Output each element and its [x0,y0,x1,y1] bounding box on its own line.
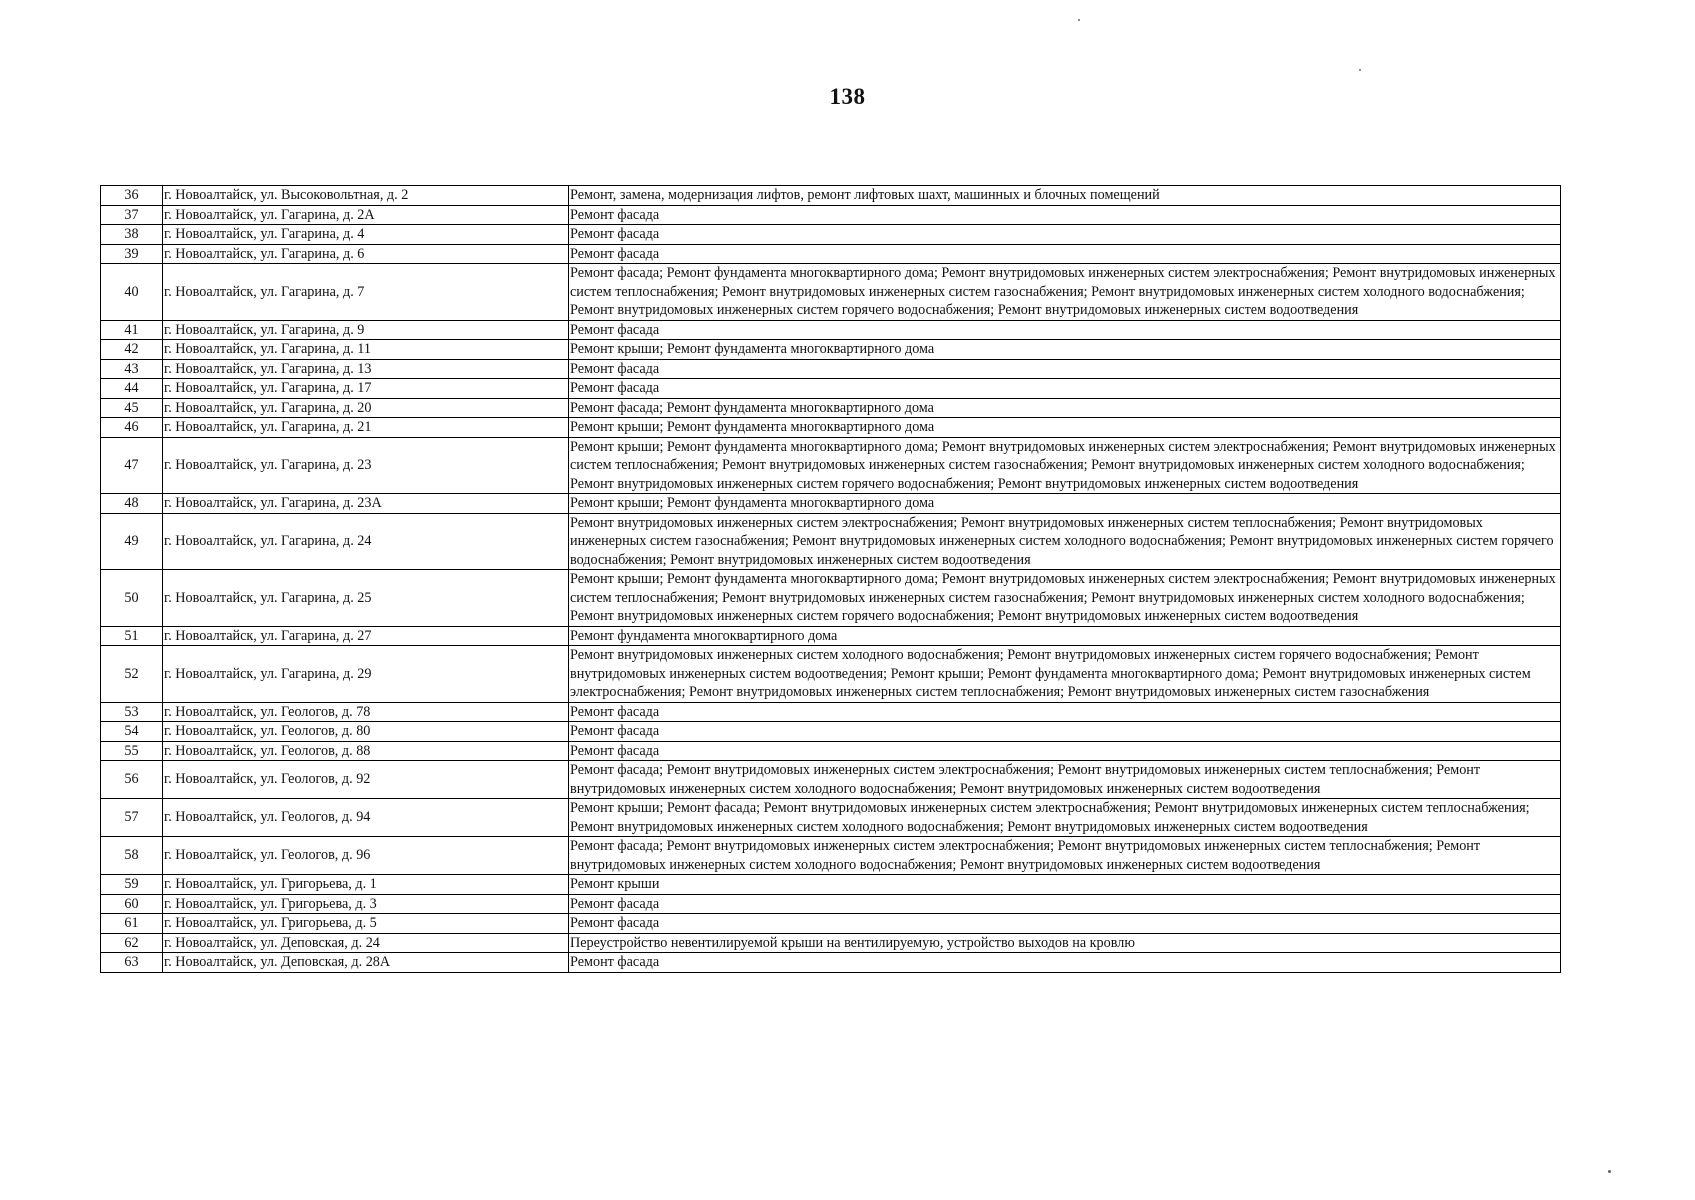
row-address: г. Новоалтайск, ул. Григорьева, д. 5 [163,914,569,934]
row-address: г. Новоалтайск, ул. Гагарина, д. 13 [163,359,569,379]
row-number: 42 [101,340,163,360]
row-works: Ремонт фасада [569,225,1561,245]
row-number: 57 [101,799,163,837]
table-row [101,741,1561,761]
row-works: Ремонт крыши [569,875,1561,895]
row-address: г. Новоалтайск, ул. Гагарина, д. 7 [163,264,569,321]
row-address: г. Новоалтайск, ул. Высоковольтная, д. 2 [163,186,569,206]
scan-speck [1078,19,1080,21]
table-row [101,359,1561,379]
row-works: Ремонт, замена, модернизация лифтов, ремонт лифтовых шахт, машинных и блочных помещений [569,186,1561,206]
row-works: Ремонт фасада [569,953,1561,973]
row-number: 47 [101,437,163,494]
table-row [101,570,1561,627]
row-number: 40 [101,264,163,321]
row-works: Ремонт фасада; Ремонт внутридомовых инженерных систем электроснабжения; Ремонт внутридомовых инженерных систем теплоснабжения; Ремонт внутридомовых инженерных систем холодного водоснабжения; Ремонт внутридомовых инженерных систем водоотведения [569,761,1561,799]
row-number: 53 [101,702,163,722]
row-address: г. Новоалтайск, ул. Гагарина, д. 4 [163,225,569,245]
row-works: Ремонт крыши; Ремонт фундамента многоквартирного дома [569,418,1561,438]
row-works: Ремонт фасада [569,702,1561,722]
row-number: 44 [101,379,163,399]
row-number: 39 [101,244,163,264]
table-row [101,702,1561,722]
row-works: Ремонт фасада; Ремонт фундамента многоквартирного дома; Ремонт внутридомовых инженерных систем электроснабжения; Ремонт внутридомовых инженерных систем теплоснабжения; Ремонт внутридомовых инженерных систем газоснабжения; Ремонт внутридомовых инженерных систем холодного водоснабжения; Ремонт внутридомовых инженерных систем горячего водоснабжения; Ремонт внутридомовых инженерных систем водоотведения [569,264,1561,321]
row-number: 49 [101,513,163,570]
row-address: г. Новоалтайск, ул. Геологов, д. 80 [163,722,569,742]
table-row [101,933,1561,953]
row-address: г. Новоалтайск, ул. Геологов, д. 96 [163,837,569,875]
row-address: г. Новоалтайск, ул. Гагарина, д. 6 [163,244,569,264]
row-address: г. Новоалтайск, ул. Гагарина, д. 25 [163,570,569,627]
table-row [101,646,1561,703]
row-number: 59 [101,875,163,895]
row-address: г. Новоалтайск, ул. Деповская, д. 28А [163,953,569,973]
row-works: Ремонт фундамента многоквартирного дома [569,626,1561,646]
row-address: г. Новоалтайск, ул. Геологов, д. 88 [163,741,569,761]
table-row [101,379,1561,399]
row-works: Ремонт фасада [569,741,1561,761]
row-number: 51 [101,626,163,646]
row-works: Ремонт крыши; Ремонт фундамента многоквартирного дома; Ремонт внутридомовых инженерных систем электроснабжения; Ремонт внутридомовых инженерных систем теплоснабжения; Ремонт внутридомовых инженерных систем газоснабжения; Ремонт внутридомовых инженерных систем холодного водоснабжения; Ремонт внутридомовых инженерных систем горячего водоснабжения; Ремонт внутридомовых инженерных систем водоотведения [569,437,1561,494]
row-address: г. Новоалтайск, ул. Гагарина, д. 29 [163,646,569,703]
table-row [101,513,1561,570]
row-works: Ремонт фасада [569,320,1561,340]
row-works: Ремонт фасада [569,379,1561,399]
table-row [101,761,1561,799]
row-works: Ремонт фасада [569,894,1561,914]
row-works: Ремонт внутридомовых инженерных систем холодного водоснабжения; Ремонт внутридомовых инженерных систем горячего водоснабжения; Ремонт внутридомовых инженерных систем водоотведения; Ремонт крыши; Ремонт фундамента многоквартирного дома; Ремонт внутридомовых инженерных систем электроснабжения; Ремонт внутридомовых инженерных систем теплоснабжения; Ремонт внутридомовых инженерных систем газоснабжения [569,646,1561,703]
table-row [101,437,1561,494]
row-address: г. Новоалтайск, ул. Гагарина, д. 9 [163,320,569,340]
row-number: 52 [101,646,163,703]
row-number: 56 [101,761,163,799]
row-address: г. Новоалтайск, ул. Геологов, д. 94 [163,799,569,837]
scan-speck [1359,69,1361,71]
row-works: Ремонт фасада [569,914,1561,934]
table-row [101,914,1561,934]
row-number: 62 [101,933,163,953]
row-number: 63 [101,953,163,973]
table-row [101,722,1561,742]
row-address: г. Новоалтайск, ул. Гагарина, д. 21 [163,418,569,438]
row-number: 61 [101,914,163,934]
page-number: 138 [829,84,866,109]
row-address: г. Новоалтайск, ул. Геологов, д. 78 [163,702,569,722]
row-address: г. Новоалтайск, ул. Деповская, д. 24 [163,933,569,953]
row-number: 38 [101,225,163,245]
table-row [101,875,1561,895]
row-address: г. Новоалтайск, ул. Гагарина, д. 23 [163,437,569,494]
table-row [101,626,1561,646]
table-row [101,320,1561,340]
row-number: 58 [101,837,163,875]
table-row [101,953,1561,973]
row-address: г. Новоалтайск, ул. Гагарина, д. 2А [163,205,569,225]
row-address: г. Новоалтайск, ул. Гагарина, д. 17 [163,379,569,399]
row-number: 43 [101,359,163,379]
table-row [101,418,1561,438]
row-number: 37 [101,205,163,225]
scan-speck [1608,1170,1611,1173]
row-works: Ремонт фасада [569,244,1561,264]
row-works: Ремонт фасада; Ремонт фундамента многоквартирного дома [569,398,1561,418]
table-row [101,186,1561,206]
row-works: Ремонт фасада [569,359,1561,379]
table-row [101,494,1561,514]
table-row [101,894,1561,914]
row-address: г. Новоалтайск, ул. Гагарина, д. 20 [163,398,569,418]
row-works: Переустройство невентилируемой крыши на вентилируемую, устройство выходов на кровлю [569,933,1561,953]
row-number: 41 [101,320,163,340]
row-address: г. Новоалтайск, ул. Гагарина, д. 27 [163,626,569,646]
row-number: 45 [101,398,163,418]
row-works: Ремонт крыши; Ремонт фундамента многоквартирного дома [569,340,1561,360]
row-number: 54 [101,722,163,742]
row-address: г. Новоалтайск, ул. Гагарина, д. 23А [163,494,569,514]
row-number: 50 [101,570,163,627]
table-row [101,398,1561,418]
row-works: Ремонт внутридомовых инженерных систем электроснабжения; Ремонт внутридомовых инженерных систем теплоснабжения; Ремонт внутридомовых инженерных систем газоснабжения; Ремонт внутридомовых инженерных систем холодного водоснабжения; Ремонт внутридомовых инженерных систем горячего водоснабжения; Ремонт внутридомовых инженерных систем водоотведения [569,513,1561,570]
row-works: Ремонт крыши; Ремонт фундамента многоквартирного дома [569,494,1561,514]
row-number: 48 [101,494,163,514]
table-row [101,799,1561,837]
row-address: г. Новоалтайск, ул. Григорьева, д. 3 [163,894,569,914]
row-address: г. Новоалтайск, ул. Геологов, д. 92 [163,761,569,799]
row-works: Ремонт фасада [569,205,1561,225]
table-row [101,225,1561,245]
row-number: 36 [101,186,163,206]
table-row [101,264,1561,321]
works-table [100,185,1561,973]
row-address: г. Новоалтайск, ул. Григорьева, д. 1 [163,875,569,895]
row-address: г. Новоалтайск, ул. Гагарина, д. 24 [163,513,569,570]
table-row [101,837,1561,875]
row-works: Ремонт фасада; Ремонт внутридомовых инженерных систем электроснабжения; Ремонт внутридомовых инженерных систем теплоснабжения; Ремонт внутридомовых инженерных систем холодного водоснабжения; Ремонт внутридомовых инженерных систем водоотведения [569,837,1561,875]
row-number: 55 [101,741,163,761]
table-row [101,340,1561,360]
row-works: Ремонт крыши; Ремонт фундамента многоквартирного дома; Ремонт внутридомовых инженерных систем электроснабжения; Ремонт внутридомовых инженерных систем теплоснабжения; Ремонт внутридомовых инженерных систем газоснабжения; Ремонт внутридомовых инженерных систем холодного водоснабжения; Ремонт внутридомовых инженерных систем горячего водоснабжения; Ремонт внутридомовых инженерных систем водоотведения [569,570,1561,627]
row-number: 60 [101,894,163,914]
row-address: г. Новоалтайск, ул. Гагарина, д. 11 [163,340,569,360]
row-number: 46 [101,418,163,438]
row-works: Ремонт крыши; Ремонт фасада; Ремонт внутридомовых инженерных систем электроснабжения; Ремонт внутридомовых инженерных систем теплоснабжения; Ремонт внутридомовых инженерных систем холодного водоснабжения; Ремонт внутридомовых инженерных систем водоотведения [569,799,1561,837]
works-table-body [101,186,1561,973]
table-row [101,205,1561,225]
row-works: Ремонт фасада [569,722,1561,742]
table-row [101,244,1561,264]
